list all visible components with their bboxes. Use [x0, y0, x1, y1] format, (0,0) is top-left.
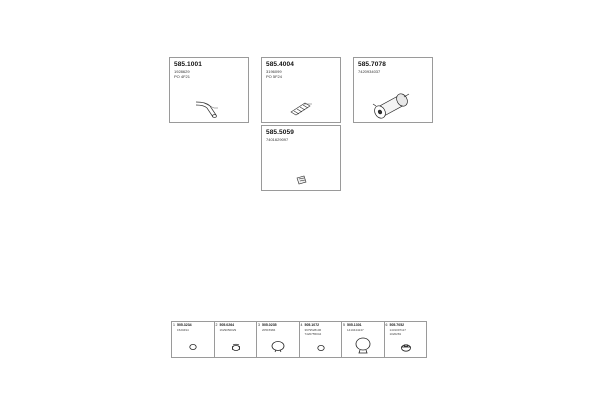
- accessory-cell[interactable]: [257, 322, 300, 357]
- accessory-strip: [171, 321, 427, 358]
- accessory-oem: 20515984: [262, 328, 276, 332]
- oem-number: 3196099: [266, 69, 282, 74]
- gasket-ring-icon: [172, 322, 215, 358]
- part-number: 585.4004: [266, 61, 294, 68]
- hose-clamp-icon: [257, 322, 300, 358]
- gasket-ring-icon: [300, 322, 343, 358]
- accessory-index: 6: [385, 323, 388, 327]
- accessory-oem: 1431097117: [389, 328, 406, 332]
- accessory-oem: 3979528106: [304, 328, 322, 332]
- accessory-oem: 1410444247: [347, 328, 364, 332]
- part-card-585-7078[interactable]: [353, 57, 433, 123]
- accessory-index: 3: [258, 323, 260, 327]
- accessory-part-number: 505.1301: [347, 323, 362, 327]
- accessory-oem: 1520494: [177, 328, 189, 332]
- accessory-cell[interactable]: [215, 322, 258, 357]
- accessory-index: 4: [300, 323, 303, 327]
- clamp-sleeve-icon: [215, 322, 258, 358]
- accessory-part-number: 505.3234: [177, 323, 192, 327]
- part-number: 585.1001: [174, 61, 202, 68]
- u-bolt-clamp-icon: [385, 322, 428, 358]
- accessory-index: 1: [173, 323, 175, 327]
- v-band-clamp-icon: [342, 322, 385, 358]
- accessory-part-number: 505.7052: [389, 323, 405, 327]
- oem-number: 7420934037: [358, 69, 381, 74]
- part-card-585-4004[interactable]: [261, 57, 341, 123]
- oem-number: 7401629097: [266, 137, 289, 142]
- part-card-585-1001[interactable]: [169, 57, 249, 123]
- accessory-cell[interactable]: [300, 322, 343, 357]
- accessory-oem-secondary: 1020281: [389, 332, 402, 336]
- accessory-index: 2: [215, 323, 218, 327]
- oem-number: 1928629: [174, 69, 190, 74]
- accessory-cell[interactable]: [342, 322, 385, 357]
- accessory-oem-secondary: 7420755044: [304, 332, 322, 336]
- accessory-part-number: 505.1072: [304, 323, 320, 327]
- accessory-cell[interactable]: [172, 322, 215, 357]
- part-number: 585.5059: [266, 129, 294, 136]
- part-card-585-5059[interactable]: [261, 125, 341, 191]
- part-number: 585.7078: [358, 61, 386, 68]
- accessory-index: 5: [343, 323, 345, 327]
- accessory-oem: 1629050029: [219, 328, 237, 332]
- silencer-drawing: [354, 58, 434, 124]
- accessory-part-number: 505.0235: [262, 323, 277, 327]
- part-note: PO 4F21: [174, 74, 191, 79]
- flex-pipe-drawing: [262, 58, 342, 124]
- part-note: PO 5F24: [266, 74, 283, 79]
- accessory-part-number: 505.0264: [219, 323, 235, 327]
- clamp-drawing: [262, 126, 342, 192]
- accessory-cell[interactable]: [385, 322, 427, 357]
- bent-pipe-drawing: [170, 58, 250, 124]
